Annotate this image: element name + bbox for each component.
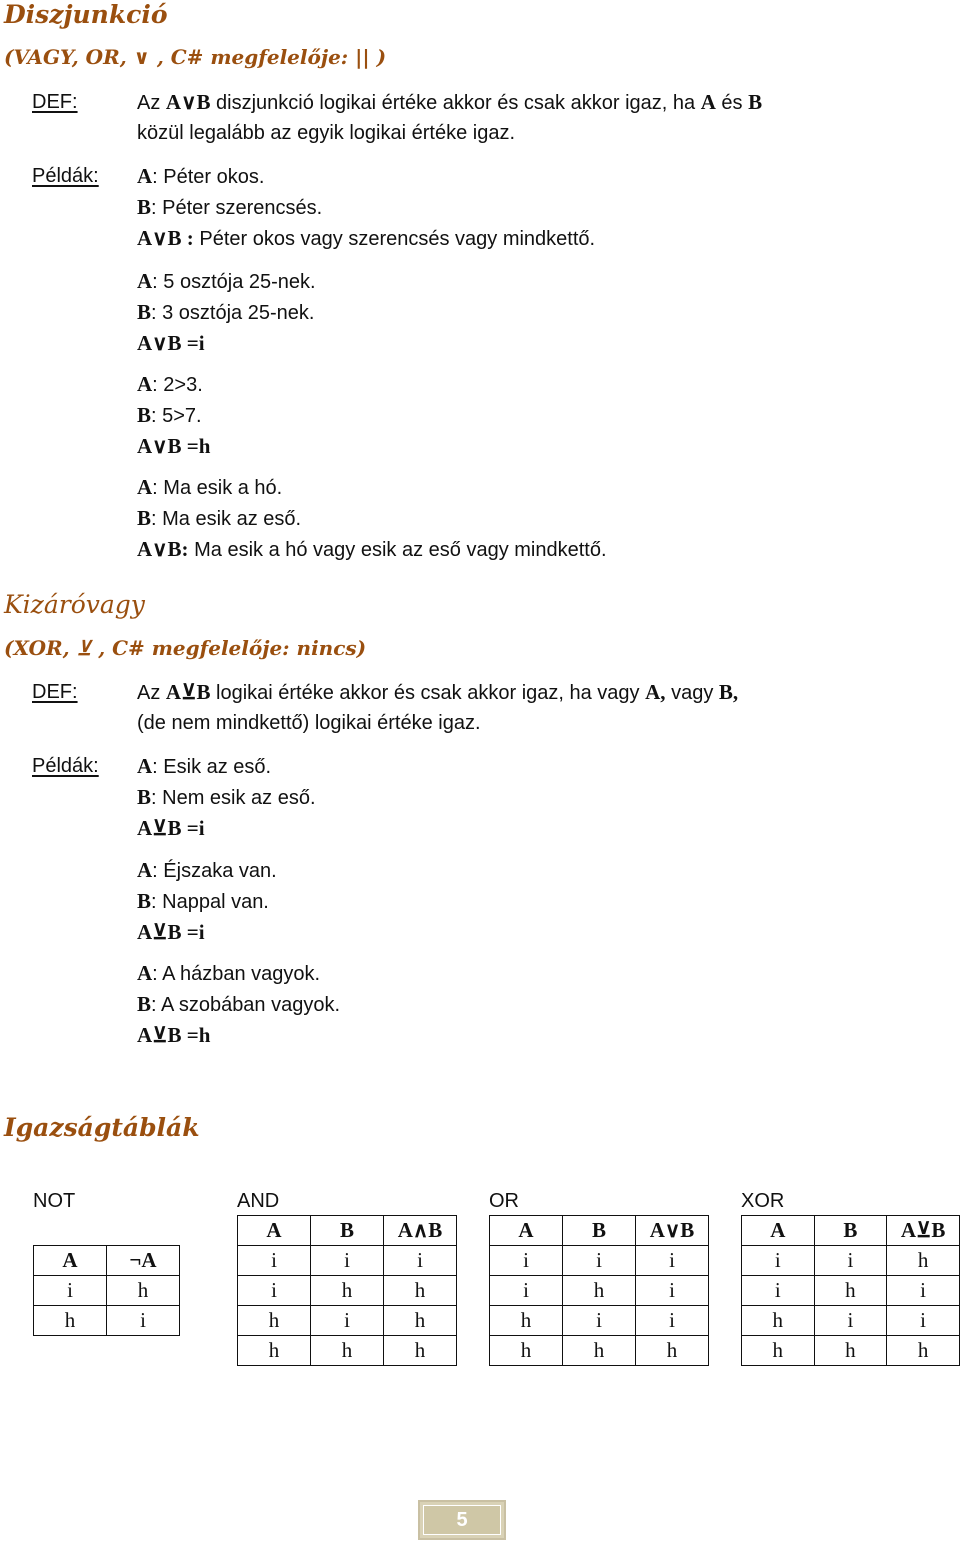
table-cell: h bbox=[490, 1336, 563, 1366]
text-run: : 5 osztója 25-nek. bbox=[152, 271, 316, 293]
text-run: Ma esik a hó vagy esik az eső vagy mindkettő. bbox=[188, 539, 607, 561]
math-symbol: B bbox=[137, 506, 152, 530]
example-group bbox=[137, 472, 607, 565]
truth-table-not bbox=[33, 1245, 180, 1336]
truth-table-or bbox=[489, 1215, 709, 1366]
example-line bbox=[137, 400, 210, 431]
example-line bbox=[137, 886, 277, 917]
table-row bbox=[490, 1306, 709, 1336]
table-header-cell: A bbox=[238, 1216, 311, 1246]
text-run: : 3 osztója 25-nek. bbox=[151, 302, 315, 324]
section-title-truth-tables: Igazságtáblák bbox=[4, 1113, 200, 1142]
table-title-and: AND bbox=[237, 1190, 280, 1212]
section-subtitle-disjunction: (VAGY, OR, ∨ , C# megfelelője: || ) bbox=[4, 45, 387, 69]
math-symbol: B bbox=[748, 90, 763, 114]
table-cell: h bbox=[238, 1336, 311, 1366]
example-line bbox=[137, 161, 595, 192]
table-header-cell: A⊻B bbox=[887, 1216, 960, 1246]
section-subtitle-xor: (XOR, ⊻ , C# megfelelője: nincs) bbox=[4, 636, 367, 660]
table-header-row bbox=[34, 1246, 180, 1276]
math-symbol: B bbox=[137, 785, 152, 809]
math-symbol: B bbox=[137, 403, 152, 427]
example-line bbox=[137, 782, 316, 813]
text-run: : Péter szerencsés. bbox=[151, 197, 323, 219]
table-cell: i bbox=[490, 1246, 563, 1276]
text-run: logikai értéke akkor és csak akkor igaz, ha vagy bbox=[210, 682, 646, 704]
text-run: : 2>3. bbox=[152, 374, 203, 396]
table-row bbox=[34, 1276, 180, 1306]
table-cell: h bbox=[563, 1276, 636, 1306]
definition-line bbox=[137, 708, 738, 738]
math-symbol: A, bbox=[645, 680, 666, 704]
math-symbol: A bbox=[137, 754, 153, 778]
example-line bbox=[137, 917, 277, 948]
math-symbol: A⊻B =i bbox=[137, 920, 205, 944]
example-group bbox=[137, 369, 210, 462]
table-row bbox=[238, 1306, 457, 1336]
math-symbol: B bbox=[137, 300, 152, 324]
math-symbol: A∨B: bbox=[137, 537, 189, 561]
table-row bbox=[742, 1246, 960, 1276]
math-symbol: A bbox=[137, 164, 153, 188]
table-row bbox=[238, 1276, 457, 1306]
table-cell: i bbox=[814, 1246, 887, 1276]
text-run: (de nem mindkettő) logikai értéke igaz. bbox=[137, 712, 481, 734]
table-cell: h bbox=[384, 1276, 457, 1306]
table-header-cell: A bbox=[34, 1246, 107, 1276]
example-line bbox=[137, 472, 607, 503]
table-row bbox=[238, 1336, 457, 1366]
text-run: : 5>7. bbox=[151, 405, 202, 427]
table-header-row bbox=[490, 1216, 709, 1246]
table-header-row bbox=[238, 1216, 457, 1246]
table-cell: i bbox=[238, 1246, 311, 1276]
example-line bbox=[137, 813, 316, 844]
section-title-xor: Kizáróvagy bbox=[4, 590, 145, 619]
table-header-cell: B bbox=[563, 1216, 636, 1246]
math-symbol: A∨B : bbox=[137, 226, 194, 250]
examples-label: Példák: bbox=[32, 755, 99, 777]
text-run: Az bbox=[137, 92, 166, 114]
math-symbol: A⊻B =h bbox=[137, 1023, 211, 1047]
table-cell: h bbox=[814, 1276, 887, 1306]
example-line bbox=[137, 989, 340, 1020]
math-symbol: B bbox=[137, 992, 152, 1016]
table-cell: h bbox=[34, 1306, 107, 1336]
text-run: közül legalább az egyik logikai értéke igaz. bbox=[137, 122, 515, 144]
text-run: : Ma esik a hó. bbox=[152, 477, 283, 499]
table-row bbox=[742, 1336, 960, 1366]
example-line bbox=[137, 503, 607, 534]
math-symbol: A⊻B bbox=[165, 680, 211, 704]
math-symbol: B, bbox=[718, 680, 739, 704]
math-symbol: A bbox=[700, 90, 716, 114]
table-cell: i bbox=[563, 1246, 636, 1276]
math-symbol: A∨B bbox=[165, 90, 211, 114]
table-cell: h bbox=[238, 1306, 311, 1336]
text-run: Péter okos vagy szerencsés vagy mindkettő. bbox=[193, 228, 596, 250]
example-line bbox=[137, 223, 595, 254]
example-line bbox=[137, 369, 210, 400]
page-number: 5 bbox=[423, 1505, 501, 1535]
table-cell: i bbox=[742, 1276, 815, 1306]
table-header-cell: ¬A bbox=[107, 1246, 180, 1276]
example-line bbox=[137, 1020, 340, 1051]
text-run: : Nappal van. bbox=[151, 891, 269, 913]
definition-line bbox=[137, 677, 738, 708]
text-run: : Nem esik az eső. bbox=[151, 787, 316, 809]
math-symbol: A bbox=[137, 475, 153, 499]
table-cell: i bbox=[814, 1306, 887, 1336]
table-cell: h bbox=[107, 1276, 180, 1306]
math-symbol: A bbox=[137, 372, 153, 396]
table-header-cell: A∧B bbox=[384, 1216, 457, 1246]
text-run: vagy bbox=[665, 682, 719, 704]
table-header-row bbox=[742, 1216, 960, 1246]
definition-text bbox=[137, 677, 738, 738]
text-run: : A házban vagyok. bbox=[152, 963, 321, 985]
table-header-cell: B bbox=[814, 1216, 887, 1246]
text-run: Az bbox=[137, 682, 166, 704]
table-cell: i bbox=[636, 1306, 709, 1336]
table-cell: i bbox=[563, 1306, 636, 1336]
table-cell: i bbox=[887, 1276, 960, 1306]
table-row bbox=[490, 1246, 709, 1276]
truth-table-and bbox=[237, 1215, 457, 1366]
table-cell: h bbox=[742, 1306, 815, 1336]
example-line bbox=[137, 192, 595, 223]
example-line bbox=[137, 266, 316, 297]
example-group bbox=[137, 266, 316, 359]
truth-table-xor bbox=[741, 1215, 960, 1366]
example-line bbox=[137, 855, 277, 886]
definition-text bbox=[137, 87, 762, 148]
text-run: és bbox=[715, 92, 749, 114]
table-row bbox=[34, 1306, 180, 1336]
example-group bbox=[137, 958, 340, 1051]
section-title-disjunction: Diszjunkció bbox=[4, 0, 168, 29]
math-symbol: A∨B =h bbox=[137, 434, 211, 458]
table-row bbox=[238, 1246, 457, 1276]
table-cell: i bbox=[887, 1306, 960, 1336]
table-cell: h bbox=[311, 1276, 384, 1306]
table-cell: i bbox=[238, 1276, 311, 1306]
def-label: DEF: bbox=[32, 91, 78, 113]
example-group bbox=[137, 751, 316, 844]
table-cell: h bbox=[636, 1336, 709, 1366]
table-cell: i bbox=[636, 1246, 709, 1276]
table-cell: h bbox=[814, 1336, 887, 1366]
table-cell: h bbox=[887, 1336, 960, 1366]
math-symbol: A∨B =i bbox=[137, 331, 205, 355]
example-group bbox=[137, 855, 277, 948]
table-cell: i bbox=[490, 1276, 563, 1306]
text-run: : Esik az eső. bbox=[152, 756, 272, 778]
text-run: : Ma esik az eső. bbox=[151, 508, 302, 530]
table-cell: i bbox=[311, 1246, 384, 1276]
math-symbol: A bbox=[137, 858, 153, 882]
math-symbol: B bbox=[137, 889, 152, 913]
table-cell: i bbox=[34, 1276, 107, 1306]
text-run: diszjunkció logikai értéke akkor és csak akkor igaz, ha bbox=[210, 92, 701, 114]
example-line bbox=[137, 328, 316, 359]
examples-label: Példák: bbox=[32, 165, 99, 187]
table-row bbox=[742, 1276, 960, 1306]
example-line bbox=[137, 297, 316, 328]
table-title-xor: XOR bbox=[741, 1190, 785, 1212]
example-line bbox=[137, 751, 316, 782]
table-header-cell: A∨B bbox=[636, 1216, 709, 1246]
table-cell: h bbox=[384, 1306, 457, 1336]
table-title-or: OR bbox=[489, 1190, 519, 1212]
math-symbol: A bbox=[137, 961, 153, 985]
table-row bbox=[490, 1276, 709, 1306]
table-cell: h bbox=[887, 1246, 960, 1276]
table-cell: h bbox=[311, 1336, 384, 1366]
table-cell: i bbox=[636, 1276, 709, 1306]
table-row bbox=[742, 1306, 960, 1336]
table-cell: i bbox=[311, 1306, 384, 1336]
table-row bbox=[490, 1336, 709, 1366]
table-cell: i bbox=[107, 1306, 180, 1336]
text-run: : Éjszaka van. bbox=[152, 860, 277, 882]
table-cell: i bbox=[742, 1246, 815, 1276]
table-header-cell: A bbox=[490, 1216, 563, 1246]
page-number-box bbox=[418, 1500, 506, 1540]
text-run: : A szobában vagyok. bbox=[151, 994, 341, 1016]
table-header-cell: A bbox=[742, 1216, 815, 1246]
def-label: DEF: bbox=[32, 681, 78, 703]
definition-line bbox=[137, 118, 762, 148]
example-line bbox=[137, 431, 210, 462]
table-header-cell: B bbox=[311, 1216, 384, 1246]
table-cell: h bbox=[384, 1336, 457, 1366]
definition-line bbox=[137, 87, 762, 118]
table-cell: h bbox=[563, 1336, 636, 1366]
math-symbol: A⊻B =i bbox=[137, 816, 205, 840]
table-cell: h bbox=[742, 1336, 815, 1366]
example-line bbox=[137, 958, 340, 989]
example-group bbox=[137, 161, 595, 254]
example-line bbox=[137, 534, 607, 565]
text-run: : Péter okos. bbox=[152, 166, 265, 188]
math-symbol: A bbox=[137, 269, 153, 293]
math-symbol: B bbox=[137, 195, 152, 219]
table-title-not: NOT bbox=[33, 1190, 76, 1212]
table-cell: h bbox=[490, 1306, 563, 1336]
table-cell: i bbox=[384, 1246, 457, 1276]
